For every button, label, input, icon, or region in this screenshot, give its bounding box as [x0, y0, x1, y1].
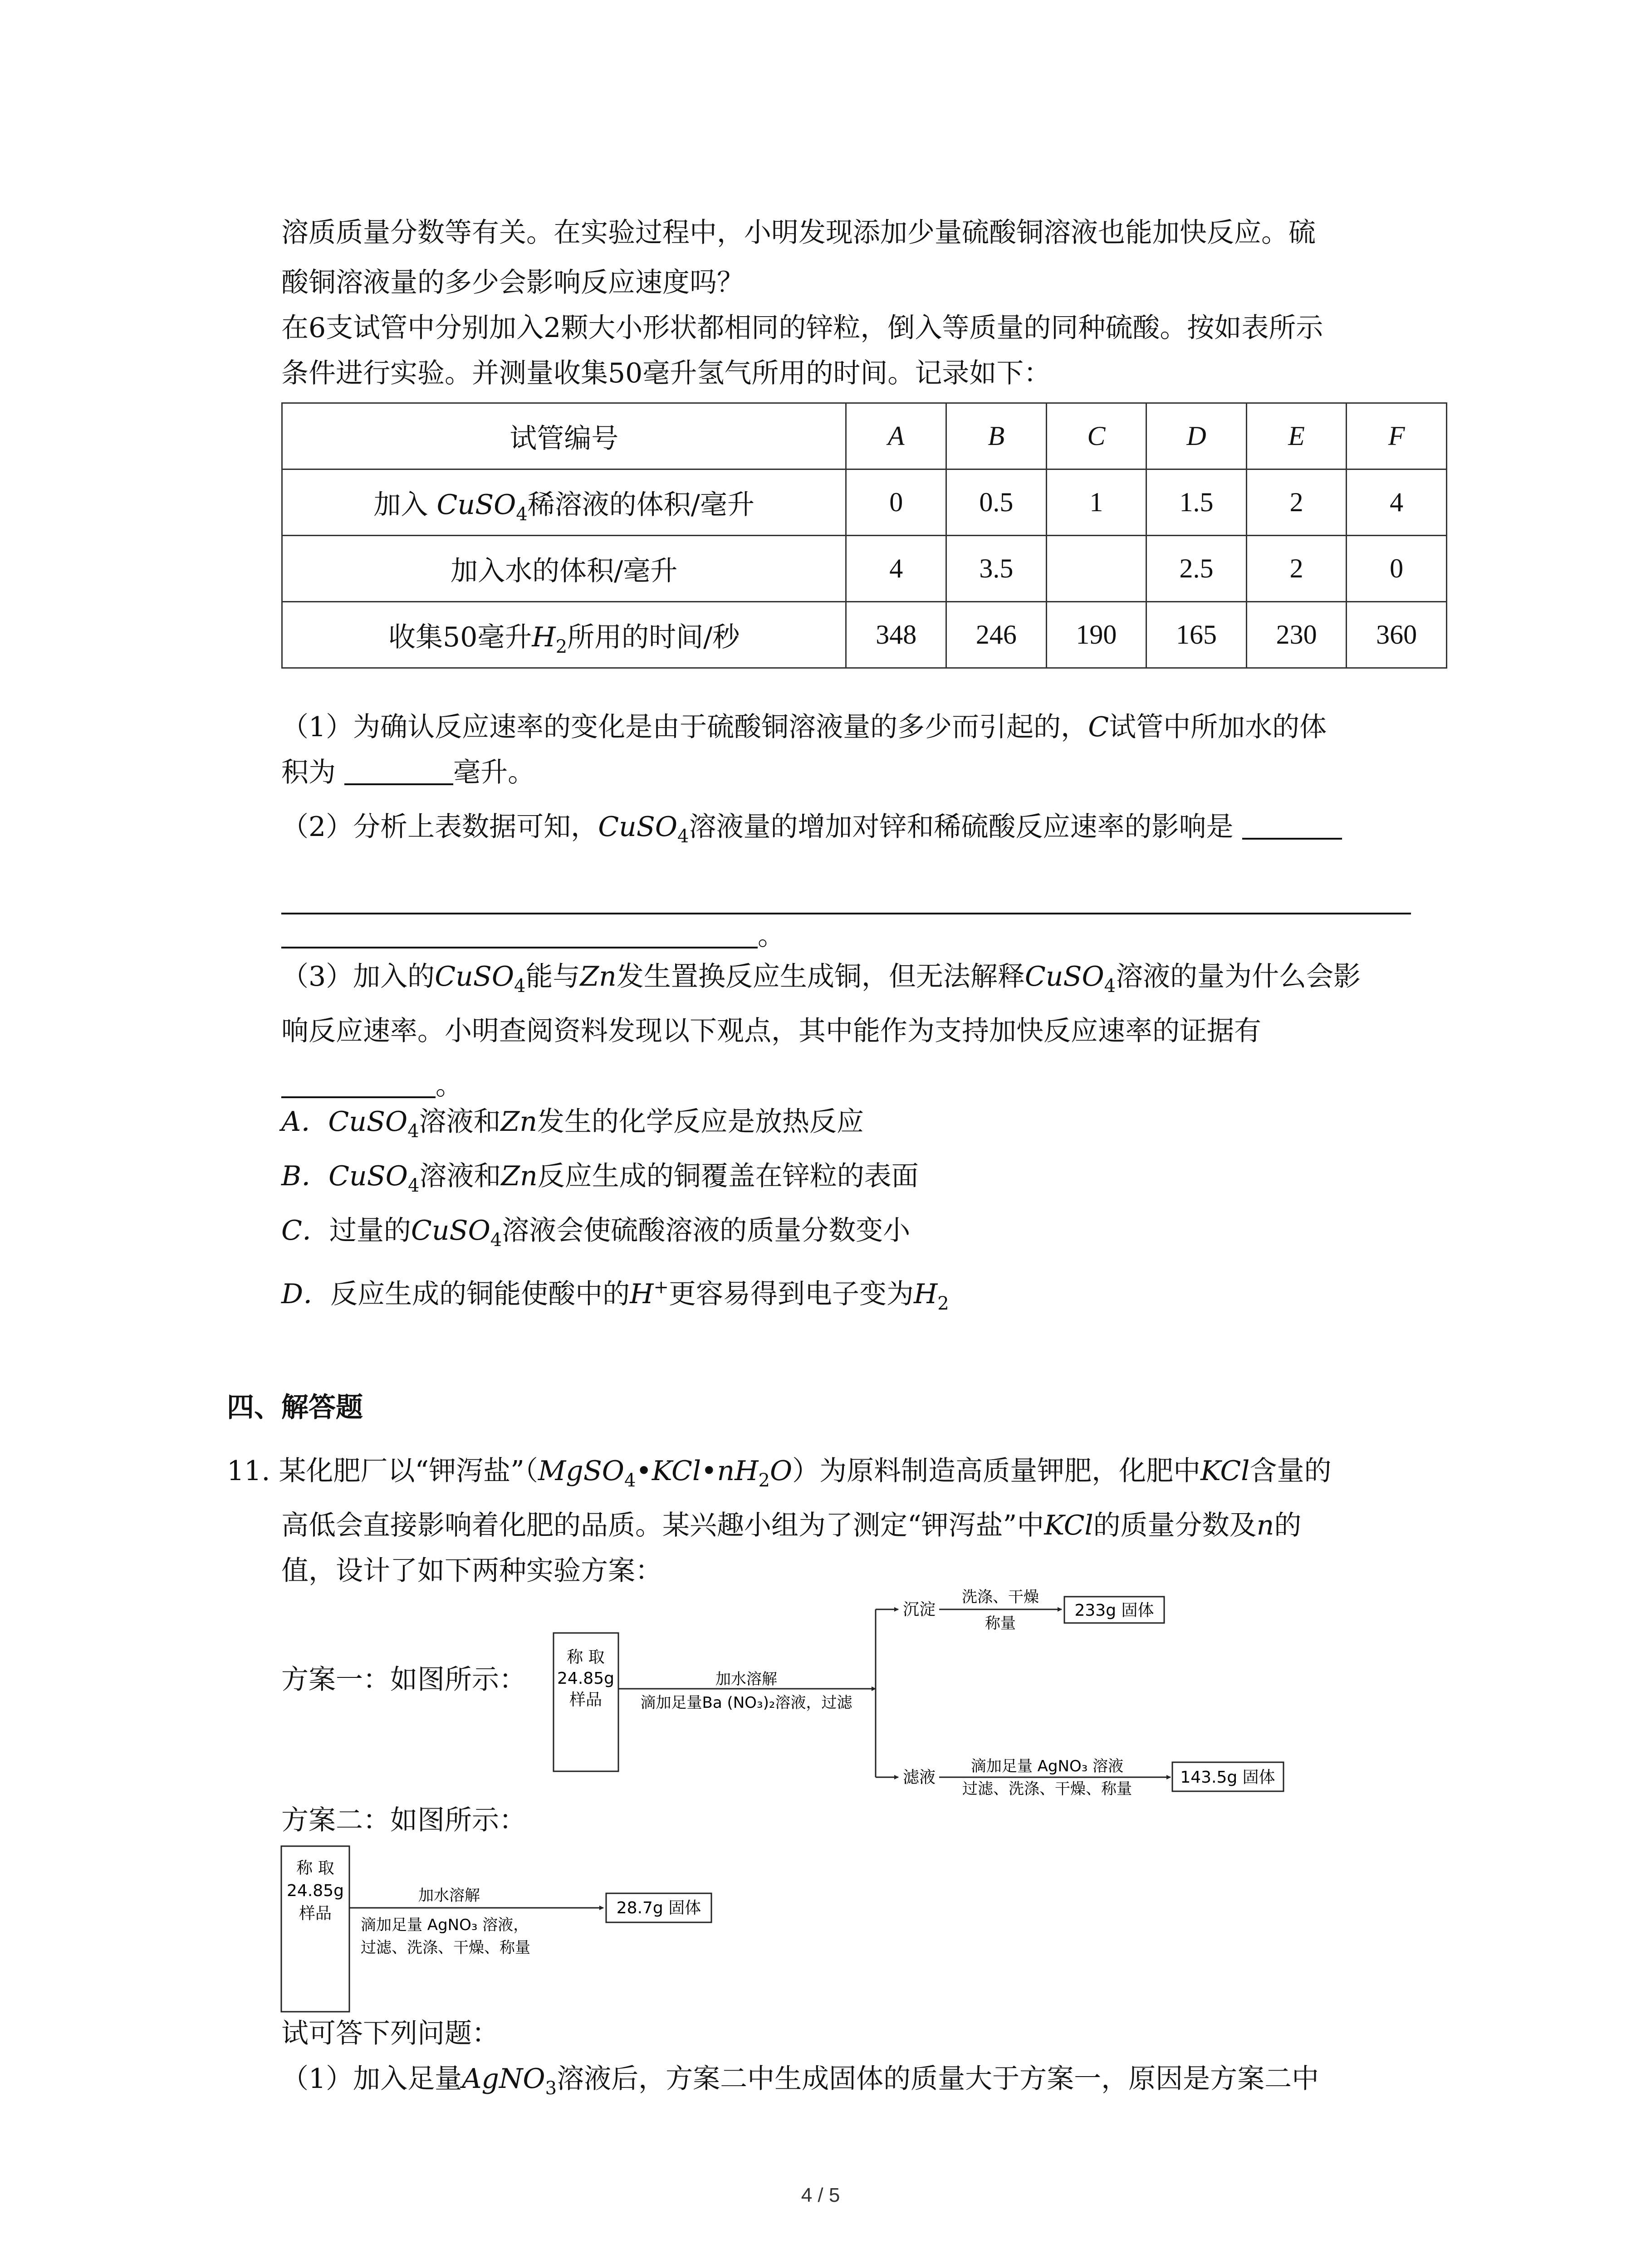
- arrow-label: 加水溶解: [418, 1887, 480, 1905]
- option-c: [281, 1208, 1443, 1253]
- chem-formula: Zn: [501, 1160, 538, 1192]
- chem-formula: CuSO: [1024, 961, 1104, 992]
- chem-formula: KCl: [652, 1455, 701, 1487]
- row-label-time: [282, 602, 846, 668]
- table-cell: 190: [1046, 602, 1146, 668]
- option-b: [281, 1154, 1443, 1199]
- label-text: 加入: [373, 489, 437, 521]
- chem-formula: CuSO: [436, 489, 516, 521]
- question-text: （2）分析上表数据可知，: [281, 811, 598, 843]
- page-number: 4 / 5: [801, 2184, 840, 2206]
- option-text: 溶液和: [419, 1106, 501, 1138]
- table-cell: 230: [1246, 602, 1347, 668]
- option-label: C．: [281, 1215, 329, 1246]
- scheme-2-label: 方案二：如图所示：: [281, 1804, 526, 1836]
- box-text: 称 取: [567, 1648, 605, 1667]
- scheme-1-result-2: [1171, 1749, 1293, 1803]
- table-cell: 3.5: [946, 536, 1047, 602]
- question-text: 某化肥厂以“钾泻盐”（: [279, 1455, 538, 1487]
- table-header-cell: C: [1046, 403, 1146, 469]
- question-text: 能与: [525, 961, 580, 992]
- table-cell: 348: [846, 602, 946, 668]
- branch-label: 沉淀: [903, 1600, 936, 1619]
- option-text: 发生的化学反应是放热反应: [537, 1106, 864, 1138]
- scheme-1-label: 方案一：如图所示：: [281, 1664, 526, 1696]
- chem-formula: CuSO: [328, 1106, 408, 1138]
- chem-subscript: 4: [624, 1470, 636, 1491]
- arrow-label: 滴加足量 AgNO₃ 溶液: [970, 1757, 1124, 1775]
- option-label: B．: [281, 1160, 329, 1192]
- option-label: A．: [281, 1106, 328, 1138]
- chem-superscript: +: [653, 1277, 669, 1298]
- table-cell: 360: [1347, 602, 1447, 668]
- chem-subscript: 3: [545, 2078, 557, 2099]
- chem-formula: MgSO: [538, 1455, 624, 1487]
- option-text: 溶液和: [419, 1160, 501, 1192]
- chem-formula: H: [913, 1278, 938, 1310]
- variable-n: n: [1256, 1510, 1274, 1541]
- section-heading: 四、解答题: [227, 1392, 363, 1423]
- table-cell: [1046, 536, 1146, 602]
- question-text: 的: [1274, 1510, 1302, 1541]
- question-text: 溶液的量为什么会影: [1116, 961, 1361, 992]
- table-row: [282, 602, 1447, 668]
- table-header-cell: B: [946, 403, 1047, 469]
- arrow-label: 加水溶解: [715, 1670, 777, 1688]
- result-text: 233g 固体: [1074, 1601, 1154, 1620]
- label-text: 所用的时间/秒: [567, 621, 740, 653]
- intro-line-2: 酸铜溶液量的多少会影响反应速度吗？: [281, 267, 744, 298]
- table-header-cell: D: [1146, 403, 1247, 469]
- question-text: （1）加入足量: [281, 2063, 462, 2095]
- experiment-table: [281, 402, 1447, 669]
- table-cell: 1: [1046, 469, 1146, 536]
- question-text: （3）加入的: [281, 961, 435, 992]
- box-text: 样品: [569, 1691, 603, 1709]
- option-text: 溶液会使硫酸溶液的质量分数变小: [502, 1215, 911, 1246]
- scheme-2-flowchart: [277, 1833, 776, 2014]
- table-cell: 2.5: [1146, 536, 1247, 602]
- chem-subscript: 2: [937, 1293, 949, 1314]
- question-text: （1）为确认反应速率的变化是由于硫酸铜溶液量的多少而引起的，: [281, 711, 1088, 743]
- chem-subscript: 4: [407, 1175, 420, 1196]
- chem-formula: AgNO: [462, 2063, 545, 2095]
- question-text: 溶液量的增加对锌和稀硫酸反应速率的影响是: [689, 811, 1242, 843]
- table-header-label: 试管编号: [282, 403, 846, 469]
- chem-subscript: 4: [514, 976, 526, 997]
- chem-formula: CuSO: [411, 1215, 490, 1246]
- question-text: 积为: [281, 757, 345, 788]
- question-2-line-1: [281, 804, 1443, 850]
- label-text: 收集50毫升: [388, 621, 532, 653]
- question-text: 的质量分数及: [1093, 1510, 1257, 1541]
- chem-formula: Zn: [580, 961, 617, 992]
- chem-subscript: 4: [516, 503, 528, 525]
- tail-question-1: [281, 2056, 1443, 2102]
- question-text: 毫升。: [453, 757, 535, 788]
- table-cell: 2: [1246, 469, 1347, 536]
- result-text: 143.5g 固体: [1180, 1768, 1275, 1787]
- table-cell: 2: [1246, 536, 1347, 602]
- option-text: 反应生成的铜能使酸中的: [330, 1278, 630, 1310]
- intro-line-1: 溶质质量分数等有关。在实验过程中，小明发现添加少量硫酸铜溶液也能加快反应。硫: [281, 217, 1316, 249]
- question-11-line-1: [227, 1448, 1388, 1494]
- result-text: 28.7g 固体: [616, 1899, 701, 1917]
- answer-blank[interactable]: [344, 756, 453, 785]
- answer-blank[interactable]: [281, 1069, 436, 1098]
- question-text: 发生置换反应生成铜，但无法解释: [616, 961, 1025, 992]
- table-cell: 1.5: [1146, 469, 1247, 536]
- table-header-cell: A: [846, 403, 946, 469]
- table-cell: 165: [1146, 602, 1247, 668]
- intro-line-3: 在6支试管中分别加入2颗大小形状都相同的锌粒，倒入等质量的同种硫酸。按如表所示: [281, 312, 1323, 344]
- arrow-label: 称量: [985, 1614, 1016, 1633]
- answer-blank[interactable]: [1242, 811, 1342, 840]
- question-11-line-3: 值，设计了如下两种实验方案：: [281, 1555, 662, 1587]
- chem-formula: H: [630, 1278, 654, 1310]
- question-3-line-1: [281, 954, 1443, 999]
- question-2-line-3: [281, 913, 1443, 958]
- table-header-cell: F: [1347, 403, 1447, 469]
- table-cell: 0: [846, 469, 946, 536]
- option-a: [281, 1099, 1443, 1144]
- answer-intro: 试可答下列问题：: [281, 2018, 499, 2049]
- option-d: [281, 1271, 1443, 1317]
- table-row: [282, 469, 1447, 536]
- option-text: 过量的: [329, 1215, 411, 1246]
- chem-formula: O: [769, 1455, 793, 1487]
- arrow-label: 过滤、洗涤、干燥、称量: [962, 1780, 1132, 1798]
- chem-subscript: 2: [555, 636, 568, 657]
- row-label-water: 加入水的体积/毫升: [282, 536, 846, 602]
- chem-formula: nH: [717, 1455, 759, 1487]
- question-text: 。: [758, 920, 785, 952]
- question-text: 含量的: [1249, 1455, 1332, 1487]
- question-3-line-2: 响反应速率。小明查阅资料发现以下观点，其中能作为支持加快反应速率的证据有: [281, 1015, 1261, 1047]
- intro-line-4: 条件进行实验。并测量收集50毫升氢气所用的时间。记录如下：: [281, 357, 1051, 389]
- chem-dot: •: [701, 1455, 717, 1487]
- question-1-line-2: [281, 750, 1443, 795]
- scheme-1-flowchart: [540, 1579, 1220, 1814]
- answer-blank[interactable]: [281, 919, 758, 948]
- chem-formula: KCl: [1200, 1455, 1250, 1487]
- arrow-label: 滴加足量Ba (NO₃)₂溶液，过滤: [640, 1694, 852, 1712]
- chem-formula: KCl: [1044, 1510, 1093, 1541]
- table-cell: 246: [946, 602, 1047, 668]
- table-row: [282, 536, 1447, 602]
- question-number: 11.: [227, 1455, 279, 1487]
- question-text: ）为原料制造高质量钾肥，化肥中: [792, 1455, 1201, 1487]
- table-cell: 0: [1347, 536, 1447, 602]
- box-text: 称 取: [296, 1859, 334, 1877]
- question-1-line-1: [281, 704, 1443, 750]
- option-text: 反应生成的铜覆盖在锌粒的表面: [537, 1160, 919, 1192]
- arrow-label: 滴加足量 AgNO₃ 溶液，: [361, 1916, 529, 1934]
- chem-subscript: 2: [758, 1470, 770, 1491]
- table-cell: 4: [846, 536, 946, 602]
- table-cell: 0.5: [946, 469, 1047, 536]
- chem-formula: H: [532, 621, 556, 653]
- question-text: 。: [436, 1070, 463, 1101]
- chem-formula: Zn: [500, 1106, 537, 1138]
- box-text: 样品: [299, 1904, 332, 1923]
- chem-formula: CuSO: [328, 1160, 408, 1192]
- chem-subscript: 4: [490, 1230, 502, 1251]
- tube-letter: C: [1088, 711, 1109, 743]
- question-text: 溶液后，方案二中生成固体的质量大于方案一，原因是方案二中: [557, 2063, 1319, 2095]
- chem-formula: CuSO: [598, 811, 678, 843]
- box-text: 24.85g: [557, 1669, 614, 1688]
- table-header-cell: E: [1246, 403, 1347, 469]
- table-row: [282, 403, 1447, 469]
- chem-formula: CuSO: [435, 961, 514, 992]
- branch-label: 滤液: [903, 1768, 936, 1787]
- chem-subscript: 4: [677, 826, 689, 847]
- row-label-cuso4: [282, 469, 846, 536]
- chem-subscript: 4: [407, 1121, 419, 1142]
- arrow-label: 过滤、洗涤、干燥、称量: [361, 1939, 530, 1957]
- question-text: 高低会直接影响着化肥的品质。某兴趣小组为了测定“钾泻盐”中: [281, 1510, 1044, 1541]
- chem-subscript: 4: [1104, 976, 1116, 997]
- question-text: 试管中所加水的体: [1109, 711, 1327, 743]
- chem-dot: •: [636, 1455, 652, 1487]
- table-cell: 4: [1347, 469, 1447, 536]
- label-text: 稀溶液的体积/毫升: [527, 489, 755, 521]
- arrow-label: 洗涤、干燥: [962, 1588, 1039, 1606]
- question-11-line-2: [281, 1503, 1443, 1548]
- option-text: 更容易得到电子变为: [668, 1278, 914, 1310]
- box-text: 24.85g: [287, 1882, 344, 1900]
- option-label: D．: [281, 1278, 331, 1310]
